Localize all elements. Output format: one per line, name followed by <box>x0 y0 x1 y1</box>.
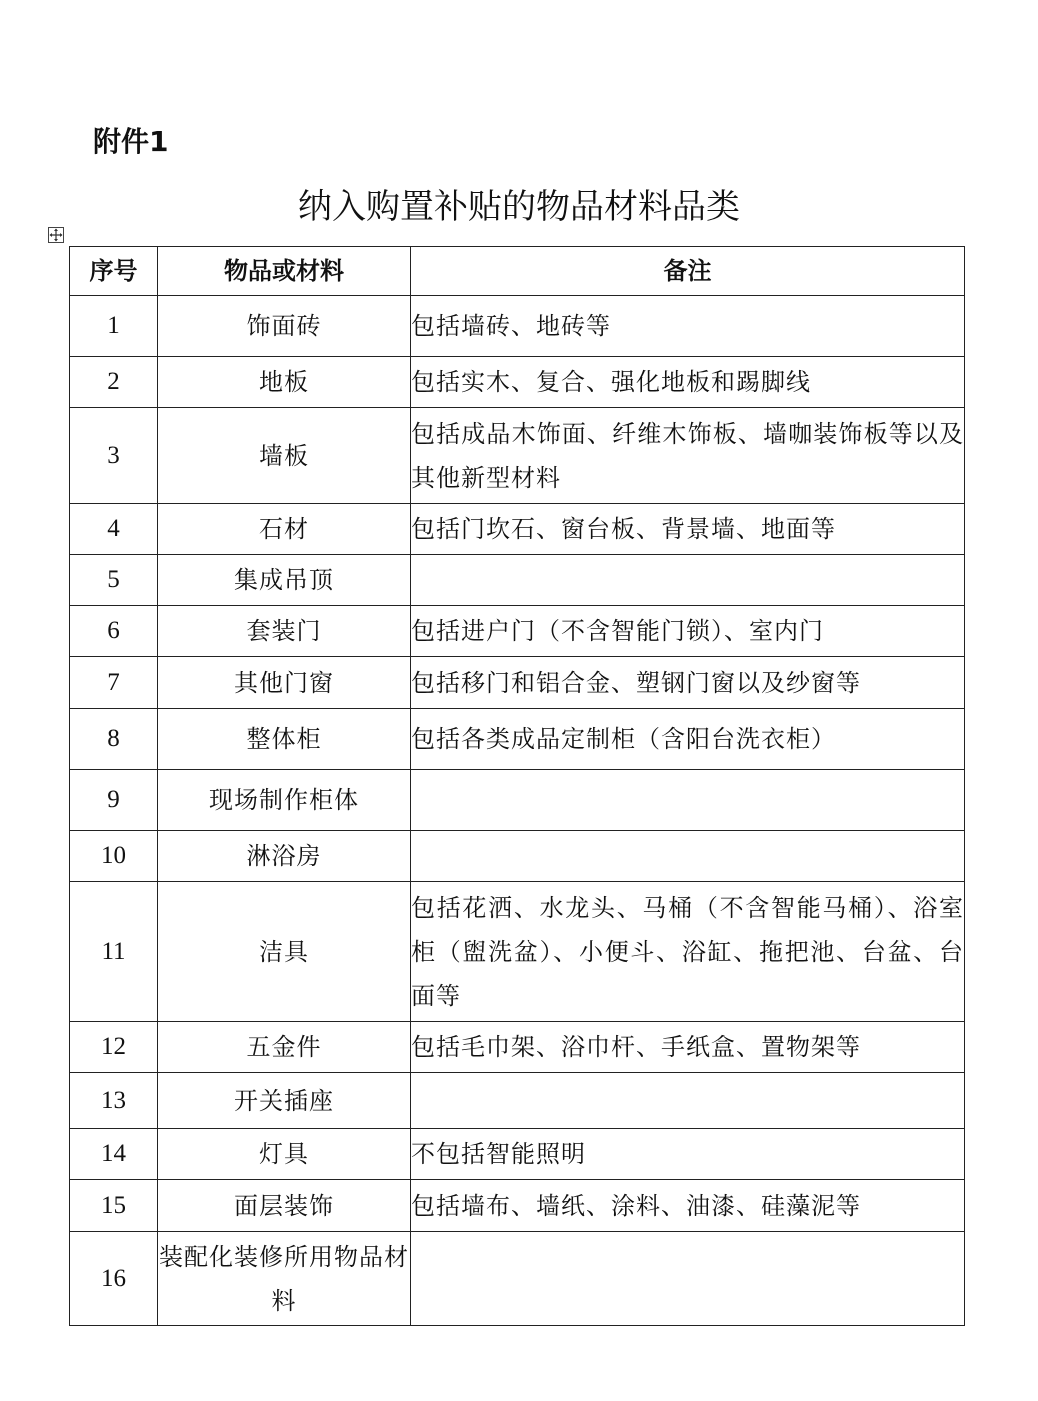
table-row <box>70 1180 965 1232</box>
row-note: 包括移门和铝合金、塑钢门窗以及纱窗等 <box>411 657 965 709</box>
row-item: 开关插座 <box>158 1073 411 1129</box>
row-note <box>411 1232 965 1326</box>
table-header-row <box>70 247 965 296</box>
document-title: 纳入购置补贴的物品材料品类 <box>298 187 740 227</box>
table-row <box>70 606 965 657</box>
row-no: 16 <box>70 1232 158 1326</box>
row-item: 面层装饰 <box>158 1180 411 1232</box>
row-item: 套装门 <box>158 606 411 657</box>
row-item: 现场制作柜体 <box>158 770 411 831</box>
row-no: 5 <box>70 555 158 606</box>
row-no: 13 <box>70 1073 158 1129</box>
row-no: 10 <box>70 831 158 882</box>
row-no: 14 <box>70 1129 158 1180</box>
table-row <box>70 296 965 357</box>
row-note: 不包括智能照明 <box>411 1129 965 1180</box>
row-no: 7 <box>70 657 158 709</box>
row-note: 包括毛巾架、浴巾杆、手纸盒、置物架等 <box>411 1022 965 1073</box>
row-no: 3 <box>70 408 158 504</box>
move-handle-icon[interactable] <box>48 227 64 243</box>
row-no: 1 <box>70 296 158 357</box>
row-item: 其他门窗 <box>158 657 411 709</box>
table-row <box>70 882 965 1022</box>
attachment-label: 附件1 <box>93 125 169 158</box>
row-no: 9 <box>70 770 158 831</box>
row-note: 包括成品木饰面、纤维木饰板、墙咖装饰板等以及其他新型材料 <box>411 408 965 504</box>
row-note <box>411 831 965 882</box>
table-row <box>70 357 965 408</box>
row-no: 8 <box>70 709 158 770</box>
row-item: 集成吊顶 <box>158 555 411 606</box>
header-item: 物品或材料 <box>158 247 411 296</box>
table-row <box>70 657 965 709</box>
row-item: 饰面砖 <box>158 296 411 357</box>
header-no: 序号 <box>70 247 158 296</box>
row-note <box>411 770 965 831</box>
row-note: 包括实木、复合、强化地板和踢脚线 <box>411 357 965 408</box>
row-item: 五金件 <box>158 1022 411 1073</box>
table-row <box>70 770 965 831</box>
items-table <box>69 246 965 1326</box>
row-no: 4 <box>70 504 158 555</box>
row-item: 石材 <box>158 504 411 555</box>
row-item: 整体柜 <box>158 709 411 770</box>
table-row <box>70 408 965 504</box>
row-item: 装配化装修所用物品材料 <box>158 1232 411 1326</box>
row-item: 淋浴房 <box>158 831 411 882</box>
row-item: 地板 <box>158 357 411 408</box>
table-row <box>70 1073 965 1129</box>
table-row <box>70 555 965 606</box>
table-row <box>70 1232 965 1326</box>
row-no: 11 <box>70 882 158 1022</box>
table-row <box>70 504 965 555</box>
row-no: 12 <box>70 1022 158 1073</box>
row-note: 包括花洒、水龙头、马桶（不含智能马桶）、浴室柜（盥洗盆）、小便斗、浴缸、拖把池、台盆、台面等 <box>411 882 965 1022</box>
row-no: 2 <box>70 357 158 408</box>
row-note: 包括门坎石、窗台板、背景墙、地面等 <box>411 504 965 555</box>
row-no: 6 <box>70 606 158 657</box>
table-row <box>70 709 965 770</box>
row-no: 15 <box>70 1180 158 1232</box>
row-note: 包括墙布、墙纸、涂料、油漆、硅藻泥等 <box>411 1180 965 1232</box>
row-note <box>411 1073 965 1129</box>
table-row <box>70 1022 965 1073</box>
table-row <box>70 831 965 882</box>
row-item: 洁具 <box>158 882 411 1022</box>
header-note: 备注 <box>411 247 965 296</box>
table-row <box>70 1129 965 1180</box>
row-note: 包括墙砖、地砖等 <box>411 296 965 357</box>
row-note <box>411 555 965 606</box>
row-item: 灯具 <box>158 1129 411 1180</box>
row-note: 包括进户门（不含智能门锁）、室内门 <box>411 606 965 657</box>
row-note: 包括各类成品定制柜（含阳台洗衣柜） <box>411 709 965 770</box>
row-item: 墙板 <box>158 408 411 504</box>
